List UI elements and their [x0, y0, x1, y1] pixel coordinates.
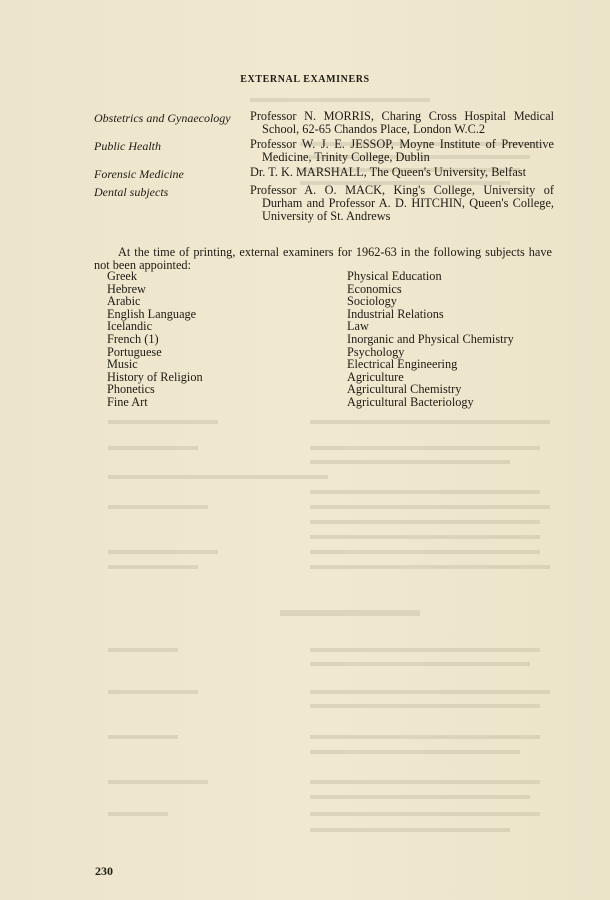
page-header: EXTERNAL EXAMINERS	[240, 74, 370, 85]
subjects-right-column	[347, 270, 514, 409]
subject-item: History of Religion	[107, 369, 203, 384]
subject-item: Hebrew	[107, 281, 146, 296]
page-number: 230	[95, 864, 113, 878]
subject-item: Icelandic	[107, 319, 153, 334]
subject-item: Music	[107, 357, 138, 372]
examiner-subject: Obstetrics and Gynaecology	[94, 111, 231, 125]
examiner-details: Professor A. O. MACK, King's College, University of Durham and Professor A. D. HITCHIN, Queen's College, University of St. Andrews	[250, 183, 554, 223]
subject-item: Agricultural Bacteriology	[347, 394, 474, 409]
subject-item: Industrial Relations	[347, 306, 444, 321]
subject-item: Portuguese	[107, 344, 162, 359]
subject-item: Law	[347, 319, 369, 334]
subject-item: Economics	[347, 281, 402, 296]
subject-item: Phonetics	[107, 382, 155, 397]
subjects-left-column	[107, 270, 203, 409]
subject-item: Greek	[107, 269, 138, 283]
examiners-list	[94, 110, 554, 225]
examiner-subject: Public Health	[94, 139, 161, 153]
unappointed-note: At the time of printing, external examiners for 1962-63 in the following subjects have not been appointed:	[94, 245, 552, 272]
examiner-subject: Forensic Medicine	[94, 167, 184, 181]
examiner-entry	[94, 184, 554, 223]
subject-item: French (1)	[107, 331, 159, 346]
examiner-entry	[94, 166, 554, 182]
subject-item: Electrical Engineering	[347, 357, 458, 372]
examiner-entry	[94, 110, 554, 136]
subject-item: Physical Education	[347, 269, 442, 283]
subject-item: Psychology	[347, 344, 405, 359]
subject-item: Agricultural Chemistry	[347, 382, 462, 397]
examiner-details: Professor N. MORRIS, Charing Cross Hospital Medical School, 62-65 Chandos Place, London W.C.2	[250, 109, 554, 136]
subject-item: Fine Art	[107, 394, 148, 409]
examiner-details: Professor W. J. E. JESSOP, Moyne Institute of Preventive Medicine, Trinity College, Dublin	[250, 137, 554, 164]
subject-item: Agriculture	[347, 369, 404, 384]
subject-item: English Language	[107, 306, 197, 321]
examiner-entry	[94, 138, 554, 164]
subject-item: Arabic	[107, 294, 141, 309]
examiner-details: Dr. T. K. MARSHALL, The Queen's University, Belfast	[250, 165, 527, 179]
examiner-subject: Dental subjects	[94, 185, 169, 199]
subject-item: Sociology	[347, 294, 397, 309]
subject-item: Inorganic and Physical Chemistry	[347, 331, 514, 346]
